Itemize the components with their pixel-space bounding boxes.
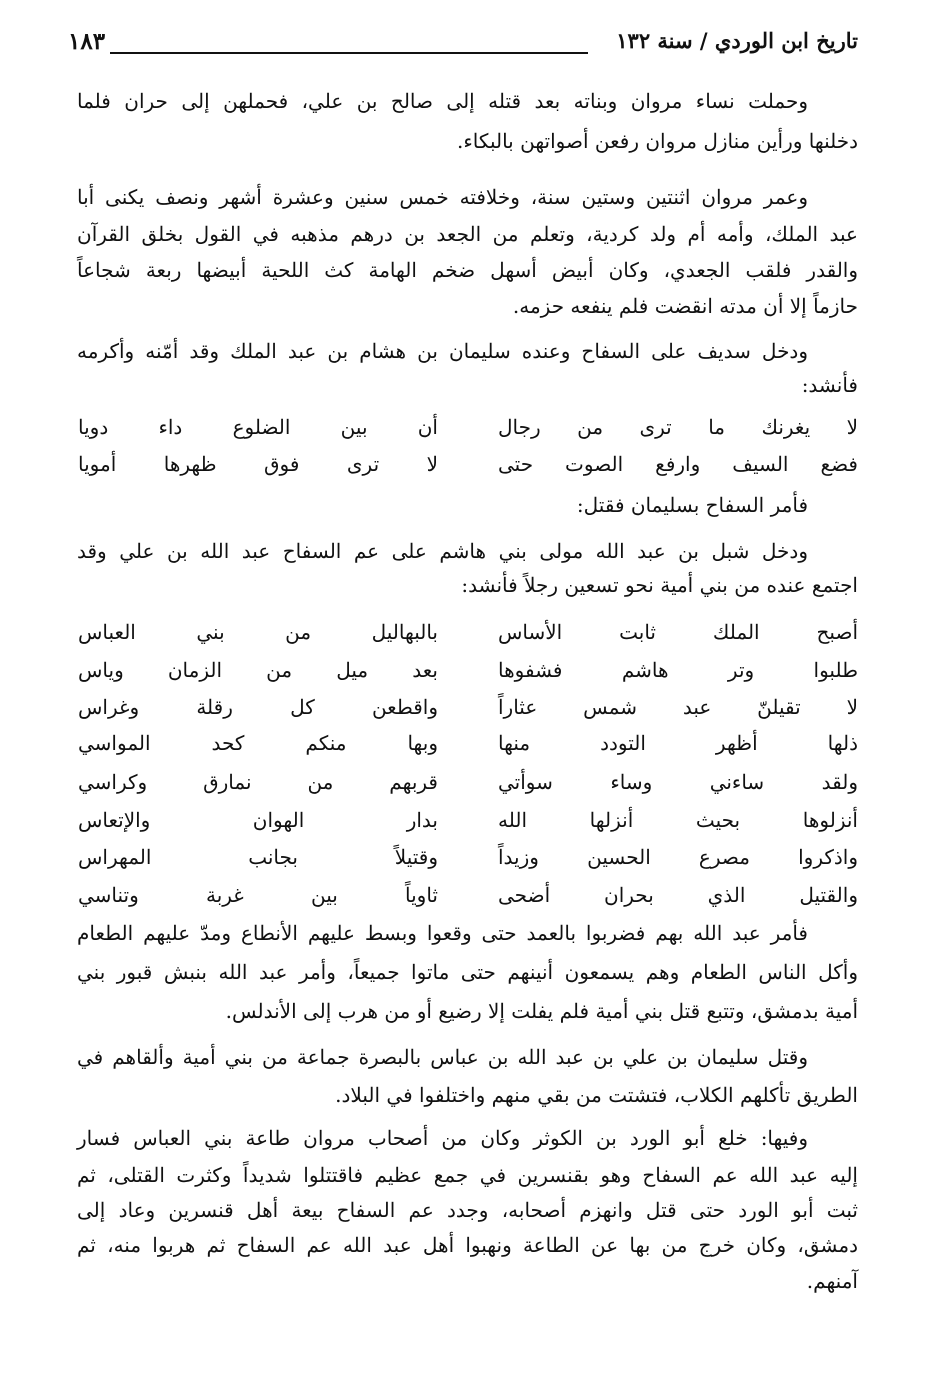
verse-hemistich-right: لا تقيلنّ عبد شمس عثاراً <box>498 695 858 719</box>
page-number: ١٨٣ <box>68 28 106 55</box>
text-line: وفيها: خلع أبو الورد بن الكوثر وكان من أصحاب مروان طاعة بني العباس فسار <box>77 1126 808 1150</box>
text-line: ودخل سديف على السفاح وعنده سليمان بن هشام بن عبد الملك وقد أمّنه وأكرمه <box>77 339 809 363</box>
verse-hemistich-right: فضع السيف وارفع الصوت حتى <box>498 452 858 476</box>
text-line: ودخل شبل بن عبد الله مولى بني هاشم على عم السفاح عبد الله بن علي وقد <box>77 539 808 563</box>
text-line: دخلنها ورأين منازل مروان رفعن أصواتهن بالبكاء. <box>457 129 858 153</box>
verse-hemistich-left: أن بين الضلوع داء دويا <box>78 415 438 439</box>
text-line: فأنشد: <box>801 373 858 397</box>
text-line: عبد الملك، وأمه أم ولد كردية، وتعلم من الجعد بن درهم مذهبه في القول بخلق القرآن <box>77 222 858 246</box>
verse-hemistich-right: واذكروا مصرع الحسين وزيداً <box>498 845 858 869</box>
verse-hemistich-right: لا يغرنك ما ترى من رجال <box>498 415 858 439</box>
verse-hemistich-right: ولقد ساءني وساء سوأتي <box>498 770 858 794</box>
verse-hemistich-right: ذلها أظهر التودد منها <box>498 731 858 755</box>
text-line: فأمر عبد الله بهم فضربوا بالعمد حتى وقعوا وبسط عليهم الأنطاع ومدّ عليهم الطعام <box>77 921 808 945</box>
verse-hemistich-left: لا ترى فوق ظهرها أمويا <box>78 452 438 476</box>
book-title-header: تاريخ ابن الوردي / سنة ١٣٢ <box>616 28 858 53</box>
text-line: دمشق، وكان خرج من بها عن الطاعة ونهبوا أهل عبد الله عم السفاح ثم هربوا منه، ثم <box>77 1233 858 1257</box>
verse-hemistich-left: بالبهاليل من بني العباس <box>78 620 438 644</box>
text-line: الطريق تأكلهم الكلاب، فتشتت من بقي منهم واختلفوا في البلاد. <box>335 1083 858 1107</box>
verse-hemistich-left: بدار الهوان والإتعاس <box>78 808 438 832</box>
text-line: وحملت نساء مروان وبناته بعد قتله إلى صالح بن علي، فحملهن إلى حران فلما <box>77 89 808 113</box>
text-line: آمنهم. <box>806 1269 858 1293</box>
verse-hemistich-left: قربهم من نمارق وكراسي <box>78 770 438 794</box>
text-line: ثبت أبو الورد حتى قتل وانهزم أصحابه، وجدد عم السفاح بيعة أهل قنسرين وعاد إلى <box>77 1198 858 1222</box>
verse-hemistich-left: وقتيلاً بجانب المهراس <box>78 845 438 869</box>
text-line: اجتمع عنده من بني أمية نحو تسعين رجلاً فأنشد: <box>461 573 858 597</box>
text-line: والقدر فلقب الجعدي، وكان أبيض أسهل ضخم الهامة كث اللحية أبيضها ربعة شجاعاً <box>77 258 858 282</box>
text-line: إليه عبد الله عم السفاح وهو بقنسرين في جمع عظيم فاقتتلوا شديداً وكثرت القتلى، ثم <box>77 1163 858 1187</box>
text-line: وقتل سليمان بن علي بن عبد الله بن عباس بالبصرة جماعة من بني أمية وألقاهم في <box>77 1045 808 1069</box>
verse-hemistich-right: طلبوا وتر هاشم فشفوها <box>498 658 858 682</box>
verse-hemistich-right: أنزلوها بحيث أنزلها الله <box>498 808 858 832</box>
verse-hemistich-left: ثاوياً بين غربة وتناسي <box>78 883 438 907</box>
verse-hemistich-left: واقطعن كل رقلة وغراس <box>78 695 438 719</box>
text-line: حازماً إلا أن مدته انقضت فلم ينفعه حزمه. <box>512 294 858 318</box>
header-rule <box>110 52 588 54</box>
text-line: فأمر السفاح بسليمان فقتل: <box>576 493 808 517</box>
text-line: أمية بدمشق، وتتبع قتل بني أمية فلم يفلت إلا رضيع أو من هرب إلى الأندلس. <box>225 999 858 1023</box>
verse-hemistich-right: أصبح الملك ثابت الأساس <box>498 620 858 644</box>
text-line: وأكل الناس الطعام وهم يسمعون أنينهم حتى ماتوا جميعاً، وأمر عبد الله بنبش قبور بني <box>77 960 858 984</box>
verse-hemistich-left: وبها منكم كحد المواسي <box>78 731 438 755</box>
verse-hemistich-right: والقتيل الذي بحران أضحى <box>498 883 858 907</box>
text-line: وعمر مروان اثنتين وستين سنة، وخلافته خمس سنين وعشرة أشهر ونصف يكنى أبا <box>77 185 808 209</box>
verse-hemistich-left: بعد ميل من الزمان وياس <box>78 658 438 682</box>
